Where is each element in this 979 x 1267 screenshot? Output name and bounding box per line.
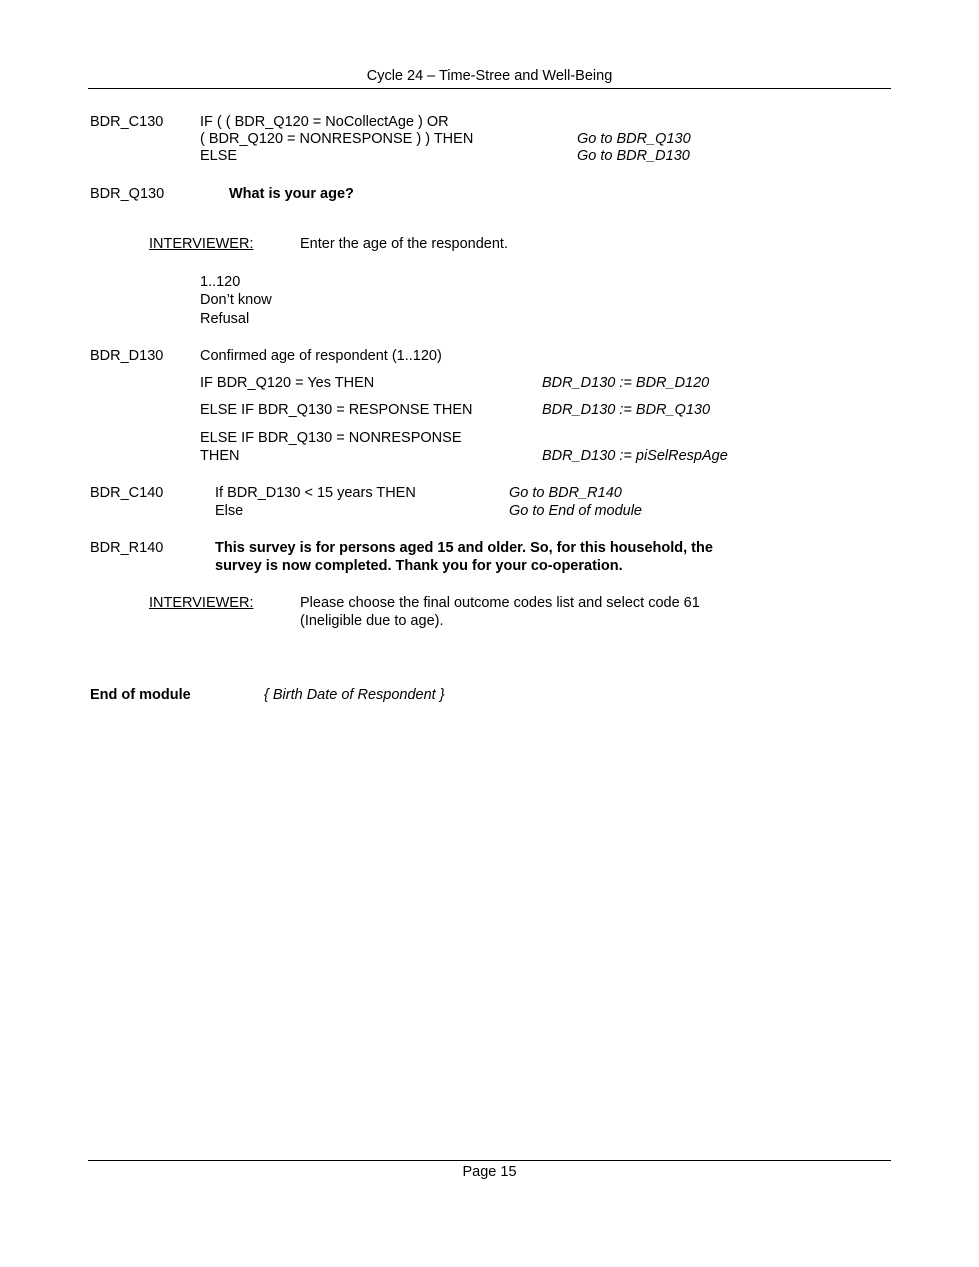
page-number: Page 15 bbox=[462, 1164, 517, 1180]
bdr-c130-id: BDR_C130 bbox=[90, 114, 164, 130]
bdr-q130-option-refusal: Refusal bbox=[200, 311, 250, 327]
bdr-q130-option-range: 1..120 bbox=[200, 274, 241, 290]
end-of-module-note: { Birth Date of Respondent } bbox=[264, 687, 445, 703]
bdr-d130-condition-3: ELSE IF BDR_Q130 = NONRESPONSE bbox=[200, 430, 462, 446]
bdr-r140-id: BDR_R140 bbox=[90, 540, 164, 556]
bdr-q130-interviewer-text: Enter the age of the respondent. bbox=[300, 236, 508, 252]
bdr-r140-interviewer-label: INTERVIEWER: bbox=[149, 595, 254, 611]
header-rule bbox=[88, 88, 891, 89]
bdr-c130-goto-1: Go to BDR_Q130 bbox=[577, 131, 691, 147]
bdr-c130-line-1: IF ( ( BDR_Q120 = NoCollectAge ) OR bbox=[200, 114, 449, 130]
bdr-d130-condition-1: IF BDR_Q120 = Yes THEN bbox=[200, 375, 375, 391]
page-header-title: Cycle 24 – Time-Stree and Well-Being bbox=[366, 68, 613, 84]
bdr-c140-id: BDR_C140 bbox=[90, 485, 164, 501]
bdr-r140-interviewer-text-1: Please choose the final outcome codes list and select code 61 bbox=[300, 595, 700, 611]
bdr-c140-line-1: If BDR_D130 < 15 years THEN bbox=[215, 485, 416, 501]
bdr-q130-interviewer-label: INTERVIEWER: bbox=[149, 236, 254, 252]
bdr-q130-question: What is your age? bbox=[229, 186, 354, 202]
bdr-c140-goto-1: Go to BDR_R140 bbox=[509, 485, 622, 501]
bdr-c130-line-2: ( BDR_Q120 = NONRESPONSE ) ) THEN bbox=[200, 131, 474, 147]
bdr-d130-action-2: BDR_D130 := BDR_Q130 bbox=[542, 402, 711, 418]
bdr-d130-description: Confirmed age of respondent (1..120) bbox=[200, 348, 442, 364]
bdr-q130-id: BDR_Q130 bbox=[90, 186, 165, 202]
bdr-d130-action-3: BDR_D130 := piSelRespAge bbox=[542, 448, 728, 464]
bdr-d130-condition-3-then: THEN bbox=[200, 448, 240, 464]
bdr-c130-goto-2: Go to BDR_D130 bbox=[577, 148, 690, 164]
footer-rule bbox=[88, 1160, 891, 1161]
bdr-d130-id: BDR_D130 bbox=[90, 348, 164, 364]
bdr-r140-interviewer-text-2: (Ineligible due to age). bbox=[300, 613, 444, 629]
bdr-c130-line-3: ELSE bbox=[200, 148, 238, 164]
bdr-d130-condition-2: ELSE IF BDR_Q130 = RESPONSE THEN bbox=[200, 402, 473, 418]
bdr-c140-line-2: Else bbox=[215, 503, 244, 519]
bdr-q130-option-dont-know: Don’t know bbox=[200, 292, 272, 308]
bdr-r140-text-2: survey is now completed. Thank you for your co-operation. bbox=[215, 558, 623, 574]
bdr-r140-text-1: This survey is for persons aged 15 and older. So, for this household, the bbox=[215, 540, 713, 556]
bdr-d130-action-1: BDR_D130 := BDR_D120 bbox=[542, 375, 710, 391]
end-of-module-label: End of module bbox=[90, 687, 191, 703]
bdr-c140-goto-2: Go to End of module bbox=[509, 503, 642, 519]
